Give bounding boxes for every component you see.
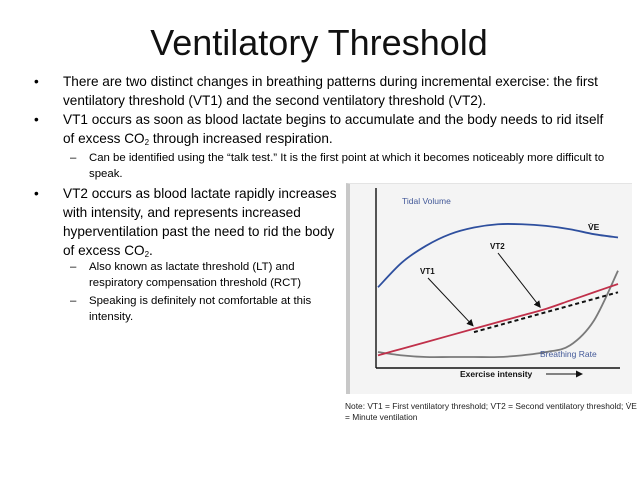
bullet-1	[34, 72, 608, 110]
bullet-2-text-end: through increased respiration.	[149, 131, 333, 146]
bullet-2-sub-1	[70, 150, 609, 182]
annotation-vt2: VT2	[490, 242, 505, 251]
bullet-2-text: VT1 occurs as soon as blood lactate begins to accumulate and the body needs to rid itself of excess CO	[63, 112, 604, 146]
ve-label: V̇E	[588, 222, 600, 232]
ve-line	[378, 284, 618, 355]
bullet-dot: •	[34, 186, 39, 201]
tidal-volume-line	[378, 224, 618, 287]
bullet-3-text: VT2 occurs as blood lactate rapidly increases with intensity, and represents increased hyperventilation past the need to rid the body of excess CO	[63, 186, 337, 258]
bullet-dot: •	[34, 112, 39, 127]
sub-bullet-dash: –	[70, 295, 77, 307]
sub-bullet-dash: –	[70, 152, 77, 164]
ventilation-chart	[350, 184, 638, 396]
bullet-2	[34, 110, 608, 148]
bullet-3-sub-2	[70, 293, 327, 325]
annotation-arrow-vt2	[498, 253, 540, 307]
bullet-3	[34, 184, 343, 260]
annotation-arrow-vt1	[428, 278, 473, 326]
chart-panel	[346, 183, 632, 394]
bullet-dot: •	[34, 74, 39, 89]
bullet-2-sub-1-text: Can be identified using the “talk test.” It is the first point at which it becomes noticeably more difficult to speak.	[89, 152, 605, 180]
bullet-1-text: There are two distinct changes in breathing patterns during incremental exercise: the first ventilatory threshold (VT1) and the second ventilatory threshold (VT2).	[63, 74, 598, 108]
ve-extrapolation-line	[474, 292, 618, 332]
annotation-vt1: VT1	[420, 267, 435, 276]
bullet-3-sub-1-text: Also known as lactate threshold (LT) and respiratory compensation threshold (RCT)	[89, 261, 302, 289]
tidal-volume-label: Tidal Volume	[402, 196, 451, 206]
slide-title: Ventilatory Threshold	[150, 22, 488, 63]
breathing-rate-label: Breathing Rate	[540, 349, 597, 359]
breathing-rate-line	[378, 271, 618, 357]
bullet-3-text-end: .	[149, 243, 153, 258]
chart-note: Note: VT1 = First ventilatory threshold; VT2 = Second ventilatory threshold; V̇E = Minute ventilation	[345, 401, 637, 422]
bullet-3-sub-2-text: Speaking is definitely not comfortable at this intensity.	[89, 295, 312, 323]
co2-subscript: 2	[144, 250, 150, 259]
bullet-3-sub-1	[70, 259, 343, 291]
sub-bullet-dash: –	[70, 261, 77, 273]
x-axis-label: Exercise intensity	[460, 369, 533, 379]
co2-subscript: 2	[144, 138, 150, 147]
